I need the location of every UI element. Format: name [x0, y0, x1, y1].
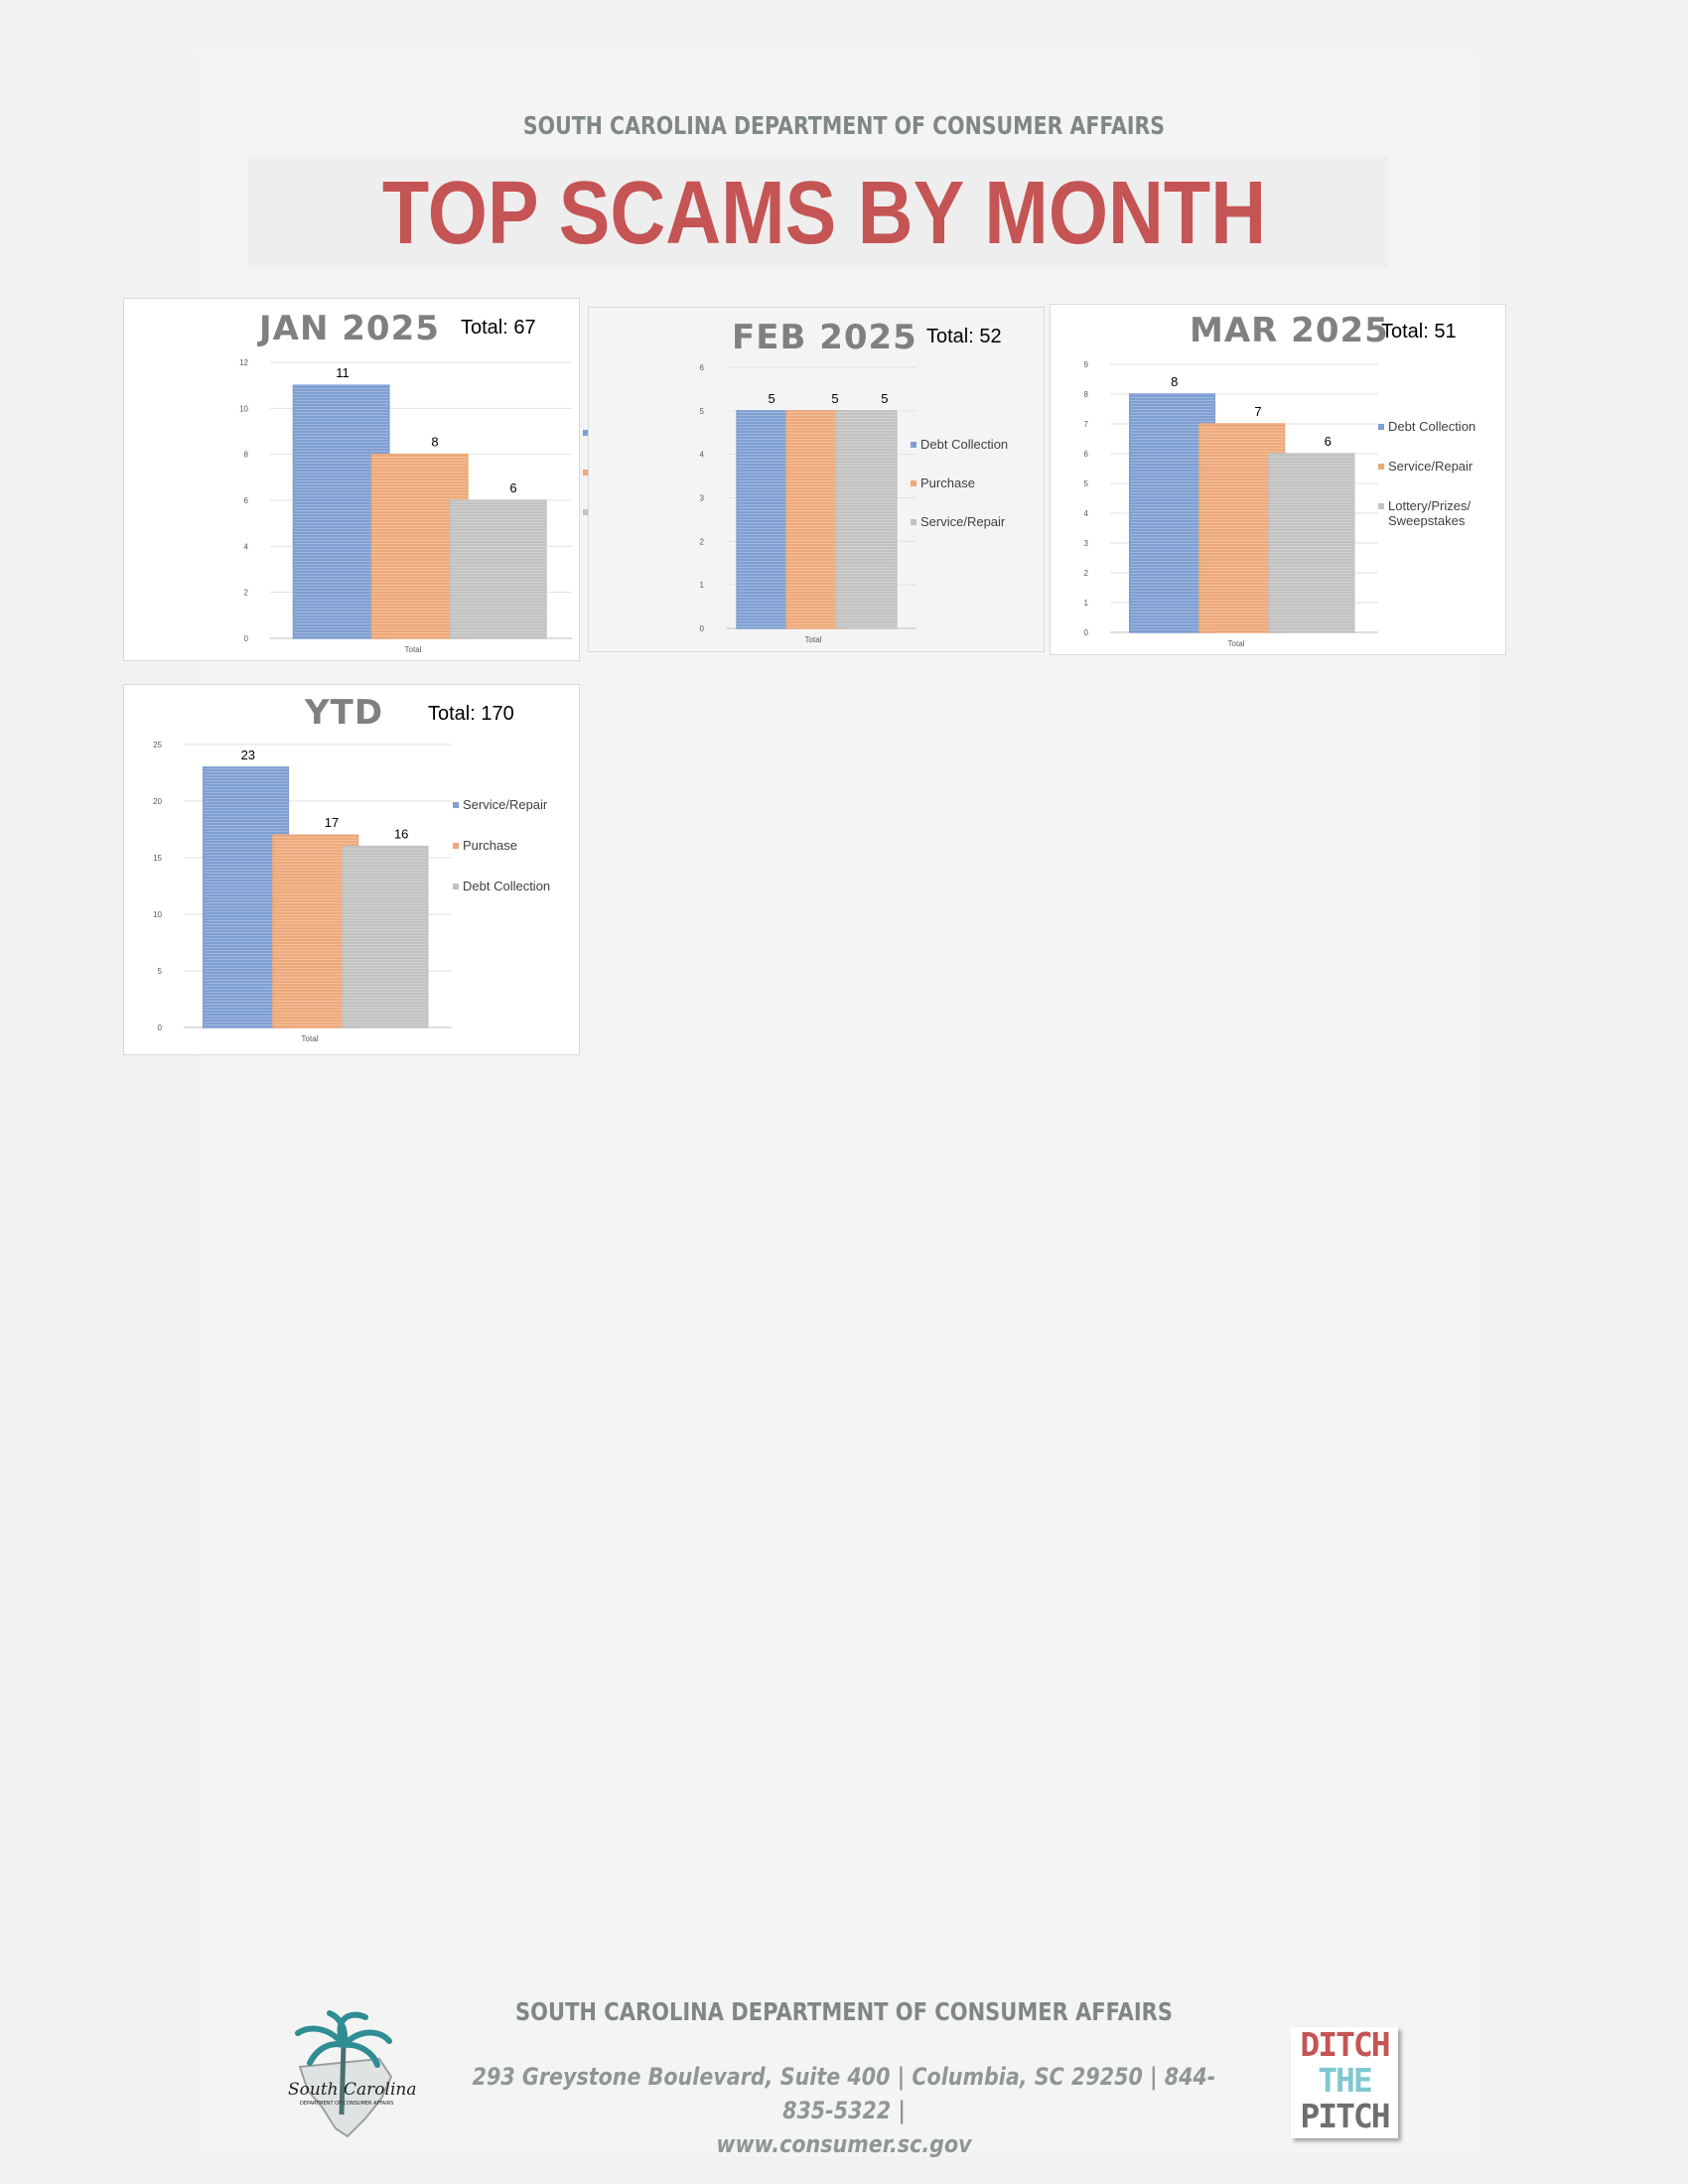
mar-ytick-label: 4: [1083, 509, 1088, 518]
feb-ytick-label: 2: [699, 537, 704, 547]
mar-legend-swatch: [1378, 464, 1384, 470]
chart-title-feb: FEB 2025: [732, 318, 917, 357]
feb-ytick-label: 1: [699, 581, 704, 591]
mar-legend-label: Lottery/Prizes/: [1388, 498, 1472, 513]
ytd-legend-swatch: [453, 802, 459, 808]
feb-legend-label: Service/Repair: [920, 514, 1006, 529]
jan-ytick-label: 8: [243, 450, 248, 460]
ytd-bar-debt-collection: [343, 847, 428, 1027]
chart-card-feb: [588, 307, 1045, 652]
jan-data-label: 8: [431, 434, 439, 450]
jan-ytick-label: 2: [243, 588, 248, 598]
page-title: TOP SCAMS BY MONTH: [381, 164, 1267, 263]
sc-logo-sub: DEPARTMENT OF CONSUMER AFFAIRS: [300, 2101, 394, 2107]
mar-legend-label: Service/Repair: [1388, 459, 1474, 474]
mar-legend-label: Sweepstakes: [1388, 513, 1466, 528]
mar-ytick-label: 9: [1083, 360, 1088, 369]
mar-ytick-label: 7: [1083, 420, 1088, 429]
mar-data-label: 6: [1324, 434, 1332, 449]
mar-ytick-label: 5: [1083, 479, 1088, 488]
footer-address-line1: 293 Greystone Boulevard, Suite 400 | Columbia, SC 29250 | 844-835-5322 |: [472, 2063, 1216, 2124]
jan-data-label: 11: [336, 365, 350, 381]
ditch-logo-word-1: DITCH: [1300, 2025, 1389, 2064]
mar-ytick-label: 0: [1083, 628, 1088, 637]
mar-bar-lottery-prizes-sweepstakes: [1269, 454, 1354, 632]
chart-svg-jan: [124, 299, 581, 660]
jan-ytick-label: 12: [239, 358, 248, 367]
jan-bar-benefits: [451, 500, 546, 638]
mar-ytick-label: 8: [1083, 390, 1088, 399]
feb-ytick-label: 5: [699, 406, 704, 416]
sc-logo-script: South Carolina: [288, 2080, 417, 2100]
ytd-data-label: 17: [324, 815, 340, 831]
ytd-ytick-label: 0: [157, 1024, 162, 1032]
mar-legend-swatch: [1378, 424, 1384, 430]
chart-total-ytd: Total: 170: [428, 703, 514, 725]
chart-title-jan: JAN 2025: [259, 309, 440, 348]
mar-legend-label: Debt Collection: [1388, 419, 1477, 434]
ytd-ytick-label: 5: [157, 967, 162, 976]
ytd-ytick-label: 15: [153, 854, 162, 863]
mar-ytick-label: 2: [1083, 569, 1088, 578]
mar-ytick-label: 3: [1083, 539, 1088, 548]
feb-ytick-label: 3: [699, 493, 704, 503]
mar-ytick-label: 1: [1083, 599, 1088, 608]
chart-svg-ytd: [124, 685, 581, 1054]
ytd-legend-swatch: [453, 843, 459, 849]
footer-address: [460, 2060, 1228, 2161]
mar-ytick-label: 6: [1083, 450, 1088, 459]
ytd-legend-label: Debt Collection: [463, 879, 551, 893]
feb-ytick-label: 6: [699, 363, 704, 372]
feb-ytick-label: 0: [699, 624, 704, 633]
footer-website[interactable]: www.consumer.sc.gov: [716, 2130, 972, 2158]
feb-ytick-label: 4: [699, 450, 704, 460]
ytd-legend-label: Service/Repair: [463, 797, 548, 812]
feb-legend-swatch: [911, 480, 916, 486]
chart-card-ytd: [123, 684, 580, 1055]
chart-title-ytd: YTD: [305, 693, 384, 733]
mar-legend-swatch: [1378, 503, 1384, 509]
ditch-the-pitch-logo: [1291, 2027, 1398, 2138]
feb-legend-label: Debt Collection: [920, 437, 1009, 452]
footer-agency: SOUTH CAROLINA DEPARTMENT OF CONSUMER AFFAIRS: [515, 1997, 1173, 2026]
ytd-xtick-label: Total: [301, 1034, 319, 1043]
ytd-data-label: 16: [393, 826, 409, 842]
chart-total-jan: Total: 67: [461, 317, 536, 339]
jan-ytick-label: 0: [243, 634, 248, 643]
ytd-ytick-label: 10: [153, 910, 162, 919]
ytd-legend-swatch: [453, 884, 459, 889]
feb-data-label: 5: [831, 390, 839, 406]
sc-consumer-affairs-logo: [270, 2007, 419, 2151]
ytd-legend-label: Purchase: [463, 838, 517, 853]
jan-ytick-label: 4: [243, 542, 248, 552]
feb-data-label: 5: [881, 390, 889, 406]
feb-xtick-label: Total: [804, 635, 822, 644]
ytd-ytick-label: 25: [153, 741, 162, 750]
ytd-data-label: 23: [240, 747, 256, 762]
chart-total-feb: Total: 52: [926, 326, 1002, 347]
ditch-logo-word-2: THE: [1318, 2061, 1371, 2100]
chart-total-mar: Total: 51: [1381, 321, 1457, 342]
chart-svg-mar: [1051, 305, 1507, 654]
jan-xtick-label: Total: [404, 645, 422, 654]
jan-data-label: 6: [509, 480, 517, 495]
feb-legend-label: Purchase: [920, 476, 975, 490]
feb-bar-service-repair: [836, 411, 897, 628]
jan-ytick-label: 10: [239, 404, 248, 414]
chart-card-jan: [123, 298, 580, 661]
ditch-logo-word-3: PITCH: [1300, 2097, 1389, 2135]
chart-card-mar: [1050, 304, 1506, 655]
agency-header: SOUTH CAROLINA DEPARTMENT OF CONSUMER AFFAIRS: [522, 111, 1166, 140]
feb-legend-swatch: [911, 519, 916, 525]
feb-data-label: 5: [768, 390, 775, 406]
chart-svg-feb: [589, 308, 1046, 651]
jan-ytick-label: 6: [243, 496, 248, 505]
mar-data-label: 7: [1254, 404, 1262, 419]
chart-title-mar: MAR 2025: [1190, 311, 1389, 350]
feb-legend-swatch: [911, 442, 916, 448]
ytd-ytick-label: 20: [153, 797, 162, 806]
mar-data-label: 8: [1171, 374, 1179, 389]
mar-xtick-label: Total: [1227, 639, 1245, 648]
